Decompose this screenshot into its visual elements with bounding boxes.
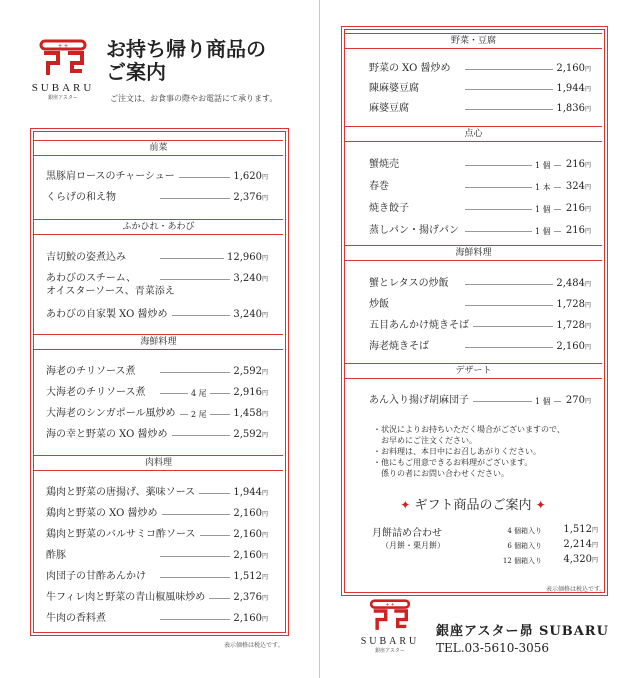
price-value: 3,240 (233, 309, 262, 320)
price-value: 324 (565, 181, 585, 192)
item-name: 五目あんかけ焼きそば (369, 318, 473, 333)
yen-unit: 円 (261, 553, 268, 560)
item-price (230, 190, 268, 206)
gift-quantity: 12 個箱入り (502, 557, 542, 565)
item-price (230, 506, 268, 522)
item-price (553, 101, 591, 117)
yen-unit: 円 (261, 174, 268, 181)
item-name: 肉団子の甘酢あんかけ (46, 569, 150, 584)
yen-unit: 円 (584, 344, 591, 351)
section-header (345, 245, 602, 261)
shop-tel: TEL.03-5610-3056 (436, 641, 550, 655)
star-icon: ✦ (535, 498, 546, 512)
menu-item (46, 548, 268, 563)
item-name: あん入り揚げ胡麻団子 (369, 393, 473, 408)
menu-item (369, 179, 591, 194)
item-name: 焼き餃子 (369, 201, 413, 216)
menu-item (46, 364, 268, 379)
menu-item (369, 339, 591, 354)
item-price (563, 393, 591, 409)
leader-line (160, 514, 238, 515)
price-value: 1,620 (233, 171, 262, 182)
gift-price (563, 524, 598, 535)
item-name: 大海老のシンガポール風炒め (46, 406, 180, 421)
item-price (230, 569, 268, 585)
item-name: あわびの自家製 XO 醤炒め (46, 307, 172, 322)
leader-line (465, 326, 561, 327)
price-value: 1,944 (233, 487, 262, 498)
item-price (230, 385, 268, 401)
price-value: 216 (565, 159, 585, 170)
brand-sub: 銀座アスター (375, 648, 405, 654)
yen-unit: 円 (584, 398, 591, 405)
item-price (553, 81, 591, 97)
gift-quantity: 4 個箱入り (507, 527, 542, 535)
item-name: 牛フィレ肉と野菜の青山椒風味炒め (46, 590, 209, 605)
item-price (563, 223, 591, 239)
section-title: 海鮮料理 (455, 248, 492, 258)
gift-title: ギフト商品のご案内 (414, 498, 532, 513)
item-name: 黒豚肩ロースのチャーシュー (46, 169, 179, 184)
menu-item (46, 506, 268, 521)
section-header (345, 126, 602, 142)
section-header (34, 455, 283, 471)
price-value: 2,160 (233, 529, 262, 540)
leader-line (160, 198, 238, 199)
item-quantity: 4 尾 (188, 386, 210, 401)
item-price (230, 548, 268, 564)
price-value: 1,458 (233, 408, 262, 419)
menu-item (369, 61, 591, 76)
brand-logo-bottom (360, 598, 420, 654)
item-price (230, 485, 268, 501)
item-quantity: 1 個 (532, 224, 554, 239)
leader-line (465, 89, 561, 90)
item-price (230, 364, 268, 380)
menu-item (46, 485, 268, 500)
yen-unit: 円 (261, 369, 268, 376)
yen-unit: 円 (591, 542, 598, 549)
yen-unit: 円 (261, 532, 268, 539)
yen-unit: 円 (261, 490, 268, 497)
yen-unit: 円 (584, 106, 591, 113)
item-name: 炒飯 (369, 297, 393, 312)
leader-line (465, 109, 561, 110)
yen-unit: 円 (261, 312, 268, 319)
price-value: 1,728 (556, 299, 585, 310)
menu-item (369, 297, 591, 312)
price-value: 2,484 (556, 278, 585, 289)
yen-unit: 円 (591, 527, 598, 534)
price-value: 4,320 (563, 554, 592, 565)
section-title: ふかひれ・あわび (122, 222, 195, 232)
brand-sub: 銀座アスター (48, 95, 78, 101)
menu-item (46, 569, 268, 584)
price-value: 1,512 (233, 571, 262, 582)
brand-name: SUBARU (31, 82, 95, 94)
price-value: 1,728 (556, 320, 585, 331)
price-value: 2,160 (556, 63, 585, 74)
brand-logo-top (28, 38, 98, 101)
brand-name: SUBARU (360, 636, 420, 647)
price-value: 1,512 (563, 524, 592, 535)
gift-price (563, 554, 598, 565)
section-title: 前菜 (149, 143, 168, 153)
yen-unit: 円 (584, 66, 591, 73)
item-price (230, 271, 268, 287)
gift-row (478, 554, 598, 568)
item-price (553, 61, 591, 77)
price-value: 1,836 (556, 103, 585, 114)
yen-unit: 円 (261, 390, 268, 397)
item-name: 海老のチリソース煮 (46, 364, 140, 379)
price-value: 2,160 (556, 341, 585, 352)
left-tax-note: 表示価格は税込です。 (224, 642, 284, 649)
section-title: 肉料理 (144, 458, 172, 468)
price-value: 1,944 (556, 83, 585, 94)
leader-line (160, 577, 238, 578)
yen-unit: 円 (261, 595, 268, 602)
yen-unit: 円 (584, 281, 591, 288)
yen-unit: 円 (584, 184, 591, 191)
item-price (230, 406, 268, 422)
price-value: 12,960 (226, 252, 262, 263)
gift-quantity: 6 個箱入り (507, 542, 542, 550)
section-header (34, 219, 283, 235)
item-name: 蟹焼売 (369, 157, 403, 172)
menu-item (46, 590, 268, 605)
menu-item (46, 527, 268, 542)
page-title (106, 38, 266, 84)
menu-item (46, 427, 268, 442)
yen-unit: 円 (584, 228, 591, 235)
item-name: 海老焼きそば (369, 339, 433, 354)
menu-item (369, 81, 591, 96)
menu-item (46, 190, 268, 205)
menu-item (46, 271, 268, 297)
price-value: 2,376 (233, 592, 262, 603)
leader-line (160, 435, 238, 436)
price-value: 2,592 (233, 366, 262, 377)
item-quantity: 1 個 (532, 158, 554, 173)
item-name: くらげの和え物 (46, 190, 120, 205)
yen-unit: 円 (584, 86, 591, 93)
menu-item (46, 307, 268, 322)
gift-row (478, 539, 598, 553)
gift-price (563, 539, 598, 550)
subaru-logo-icon (28, 38, 98, 82)
yen-unit: 円 (261, 511, 268, 518)
item-quantity: 2 尾 (188, 407, 210, 422)
page-fold (319, 0, 320, 678)
section-title: 点心 (464, 129, 483, 139)
title-line-2: ご案内 (106, 60, 166, 84)
item-price (230, 169, 268, 185)
leader-line (465, 284, 561, 285)
price-value: 2,916 (233, 387, 262, 398)
item-price (230, 527, 268, 543)
svg-text:+ +: + + (57, 43, 69, 50)
section-title: 海鮮料理 (140, 337, 177, 347)
order-note: ご注文は、お食事の際やお電話にて承ります。 (110, 94, 278, 103)
yen-unit: 円 (591, 557, 598, 564)
item-price (553, 339, 591, 355)
item-price (224, 250, 268, 266)
item-name-line2: オイスターソース、青菜添え (46, 286, 175, 297)
yen-unit: 円 (584, 323, 591, 330)
yen-unit: 円 (584, 302, 591, 309)
yen-unit: 円 (261, 616, 268, 623)
item-price (563, 179, 591, 195)
item-quantity: 1 個 (532, 202, 554, 217)
item-name: 鶏肉と野菜の唐揚げ、薬味ソース (46, 485, 199, 500)
item-price (230, 427, 268, 443)
yen-unit: 円 (584, 162, 591, 169)
yen-unit: 円 (261, 276, 268, 283)
item-name: 牛肉の香料煮 (46, 611, 110, 626)
leader-line (160, 279, 238, 280)
price-value: 270 (565, 395, 585, 406)
section-header (34, 140, 283, 156)
note-line: お早めにご注文ください。 (373, 436, 477, 445)
note-line: ・状況によりお持ちいただく場合がございますので、 (373, 425, 565, 434)
item-name: 蟹とレタスの炒飯 (369, 276, 453, 291)
star-icon: ✦ (400, 498, 411, 512)
price-value: 2,160 (233, 613, 262, 624)
price-value: 2,160 (233, 550, 262, 561)
menu-item (369, 157, 591, 172)
item-name: 陳麻婆豆腐 (369, 81, 423, 96)
gift-item-sub: （月餅・栗月餅） (381, 541, 445, 550)
menu-item (369, 101, 591, 116)
item-price (230, 611, 268, 627)
shop-name: 銀座アスター昴 SUBARU (436, 624, 609, 639)
price-value: 2,592 (233, 429, 262, 440)
leader-line (160, 315, 238, 316)
menu-item (46, 406, 268, 421)
menu-item (369, 276, 591, 291)
menu-item (369, 223, 591, 238)
note-line: ・他にもご用意できるお料理がございます。 (373, 458, 533, 467)
item-name: あわびのスチーム、 (46, 271, 140, 286)
yen-unit: 円 (261, 574, 268, 581)
item-price (553, 297, 591, 313)
item-price (230, 307, 268, 323)
price-value: 2,376 (233, 192, 262, 203)
notes-list (373, 424, 565, 479)
menu-item (46, 250, 268, 265)
gift-item-name: 月餅詰め合わせ (372, 528, 442, 539)
note-line: ・お料理は、本日中にお召しあがりください。 (373, 447, 541, 456)
item-name: 野菜の XO 醤炒め (369, 61, 455, 76)
section-title: デザート (455, 366, 492, 376)
price-value: 3,240 (233, 273, 262, 284)
note-line: 係りの者にお問い合わせください。 (373, 469, 509, 478)
item-price (563, 201, 591, 217)
yen-unit: 円 (261, 195, 268, 202)
item-name: 鶏肉と野菜の XO 醤炒め (46, 506, 162, 521)
menu-item (369, 393, 591, 408)
item-name: 春巻 (369, 179, 393, 194)
item-price (230, 590, 268, 606)
leader-line (160, 556, 238, 557)
item-name: 麻婆豆腐 (369, 101, 413, 116)
section-header (345, 363, 602, 379)
menu-item (369, 318, 591, 333)
gift-row (478, 524, 598, 538)
price-value: 216 (565, 225, 585, 236)
item-name: 吉切鮫の姿煮込み (46, 250, 130, 265)
title-line-1: お持ち帰り商品の (106, 37, 266, 61)
menu-item (369, 201, 591, 216)
svg-text:+ +: + + (385, 602, 395, 609)
leader-line (465, 69, 561, 70)
item-quantity: 1 本 (532, 180, 554, 195)
item-name: 大海老のチリソース煮 (46, 385, 150, 400)
gift-heading (340, 494, 606, 513)
price-value: 2,160 (233, 508, 262, 519)
leader-line (160, 619, 238, 620)
item-quantity: 1 個 (532, 394, 554, 409)
item-price (553, 318, 591, 334)
item-price (553, 276, 591, 292)
yen-unit: 円 (584, 206, 591, 213)
menu-item (46, 385, 268, 400)
leader-line (465, 347, 561, 348)
item-name: 酢豚 (46, 548, 70, 563)
yen-unit: 円 (261, 411, 268, 418)
menu-item (46, 611, 268, 626)
subaru-logo-icon (360, 598, 420, 636)
price-value: 2,214 (563, 539, 592, 550)
item-name: 鶏肉と野菜のバルサミコ酢ソース (46, 527, 200, 542)
yen-unit: 円 (261, 432, 268, 439)
item-price (563, 157, 591, 173)
menu-item (46, 169, 268, 184)
item-name: 海の幸と野菜の XO 醤炒め (46, 427, 172, 442)
right-tax-note: 表示価格は税込です。 (546, 586, 606, 593)
section-header (34, 334, 283, 350)
yen-unit: 円 (261, 255, 268, 262)
price-value: 216 (565, 203, 585, 214)
leader-line (160, 372, 238, 373)
leader-line (465, 305, 561, 306)
section-title: 野菜・豆腐 (450, 36, 496, 46)
section-header (345, 33, 602, 49)
item-name: 蒸しパン・揚げパン (369, 223, 463, 238)
